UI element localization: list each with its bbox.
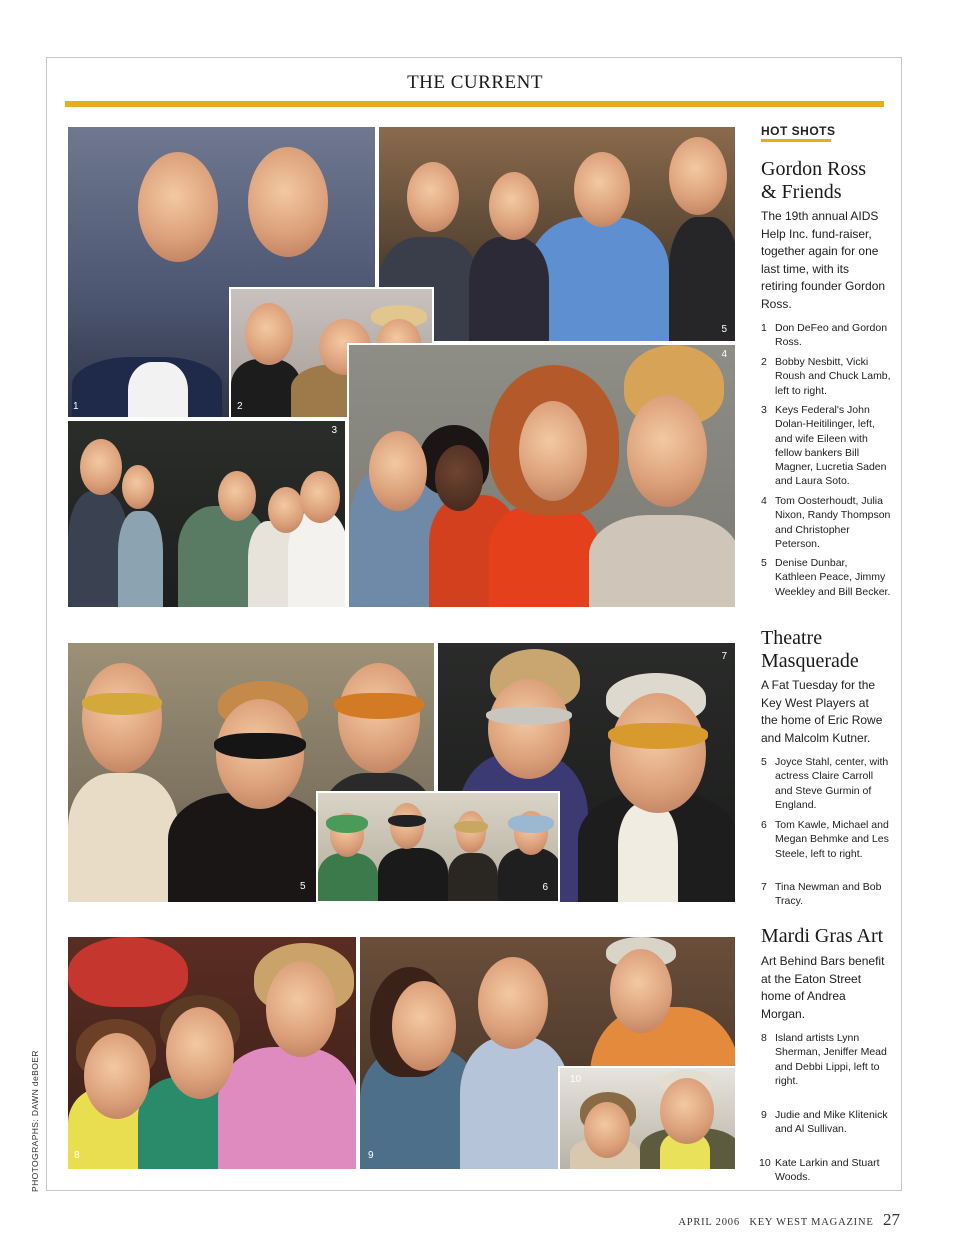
caption xyxy=(761,755,891,812)
caption xyxy=(761,321,891,350)
caption-text: Keys Federal's John Dolan-Heitilinger, left, and wife Eileen with fellow bankers Bill Magner, Lucretia Saden and Laura Soto. xyxy=(775,404,887,488)
caption-text: Denise Dunbar, Kathleen Peace, Jimmy Weekley and Bill Becker. xyxy=(775,557,891,598)
story-2-title xyxy=(761,627,859,673)
hot-shots-tag: HOT SHOTS xyxy=(761,124,836,138)
photo-number: 6 xyxy=(542,882,548,893)
caption xyxy=(761,355,891,398)
photo-number: 1 xyxy=(73,401,79,412)
caption-number: 5 xyxy=(761,756,767,768)
caption-text: Joyce Stahl, center, with actress Claire Carroll and Steve Gurmin of England. xyxy=(775,756,889,811)
photo-number: 2 xyxy=(237,401,243,412)
caption-number: 10 xyxy=(759,1157,771,1169)
story-3-title xyxy=(761,925,883,948)
photo-number: 3 xyxy=(331,425,337,436)
gold-rule xyxy=(65,101,884,107)
caption xyxy=(761,556,891,599)
photo-6 xyxy=(316,791,560,903)
footer-issue: APRIL 2006 xyxy=(678,1217,740,1228)
caption xyxy=(761,1031,891,1088)
photo-number: 5 xyxy=(721,324,727,335)
caption-text: Tina Newman and Bob Tracy. xyxy=(775,881,882,908)
page-number: 27 xyxy=(883,1210,900,1229)
caption-text: Don DeFeo and Gordon Ross. xyxy=(775,322,888,349)
footer-magazine: KEY WEST MAGAZINE xyxy=(749,1217,874,1228)
story-1-title xyxy=(761,158,866,204)
caption-number: 9 xyxy=(761,1109,767,1121)
story-1-intro: The 19th annual AIDS Help Inc. fund-raiser, together again for one last time, with its retiring founder Gordon Ross. xyxy=(761,209,886,311)
caption-text: Judie and Mike Klitenick and Al Sullivan. xyxy=(775,1109,888,1136)
caption-number: 2 xyxy=(761,356,767,368)
caption xyxy=(761,403,891,489)
caption-number: 1 xyxy=(761,322,767,334)
hot-shots-underline xyxy=(761,139,831,142)
caption-number: 7 xyxy=(761,881,767,893)
caption-number: 6 xyxy=(761,819,767,831)
caption xyxy=(761,818,891,861)
caption xyxy=(761,494,891,551)
story-2-intro: A Fat Tuesday for the Key West Players at the home of Eric Rowe and Malcolm Kutner. xyxy=(761,678,883,745)
photo-credit: PHOTOGRAPHS: DAWN deBOER xyxy=(30,1050,40,1192)
photo-number: 4 xyxy=(721,349,727,360)
caption xyxy=(761,880,891,909)
caption xyxy=(761,1156,891,1185)
photo-10 xyxy=(558,1066,737,1171)
caption-number: 3 xyxy=(761,404,767,416)
caption-number: 5 xyxy=(761,557,767,569)
photo-4 xyxy=(347,343,737,609)
photo-number: 9 xyxy=(368,1150,374,1161)
photo-number: 10 xyxy=(570,1074,582,1085)
caption-text: Tom Oosterhoudt, Julia Nixon, Randy Thompson and Christopher Peterson. xyxy=(775,495,891,550)
page-footer xyxy=(678,1210,900,1230)
caption-number: 8 xyxy=(761,1032,767,1044)
photo-number: 8 xyxy=(74,1150,80,1161)
story-3-intro: Art Behind Bars benefit at the Eaton Street home of Andrea Morgan. xyxy=(761,954,885,1021)
caption-text: Tom Kawle, Michael and Megan Behmke and Les Steele, left to right. xyxy=(775,819,889,860)
photo-number: 7 xyxy=(721,651,727,662)
caption-text: Kate Larkin and Stuart Woods. xyxy=(775,1157,880,1184)
caption xyxy=(761,1108,891,1137)
section-title: THE CURRENT xyxy=(407,72,543,93)
photo-8 xyxy=(66,935,358,1171)
caption-text: Bobby Nesbitt, Vicki Roush and Chuck Lamb, left to right. xyxy=(775,356,891,397)
story-2-title-text: Theatre Masquerade xyxy=(761,627,859,672)
caption-text: Island artists Lynn Sherman, Jeniffer Mead and Debbi Lippi, left to right. xyxy=(775,1032,887,1087)
caption-number: 4 xyxy=(761,495,767,507)
photo-number: 5 xyxy=(300,881,306,892)
story-3-title-text: Mardi Gras Art xyxy=(761,925,884,947)
photo-3 xyxy=(66,419,347,609)
story-1-title-text: Gordon Ross & Friends xyxy=(761,158,867,203)
